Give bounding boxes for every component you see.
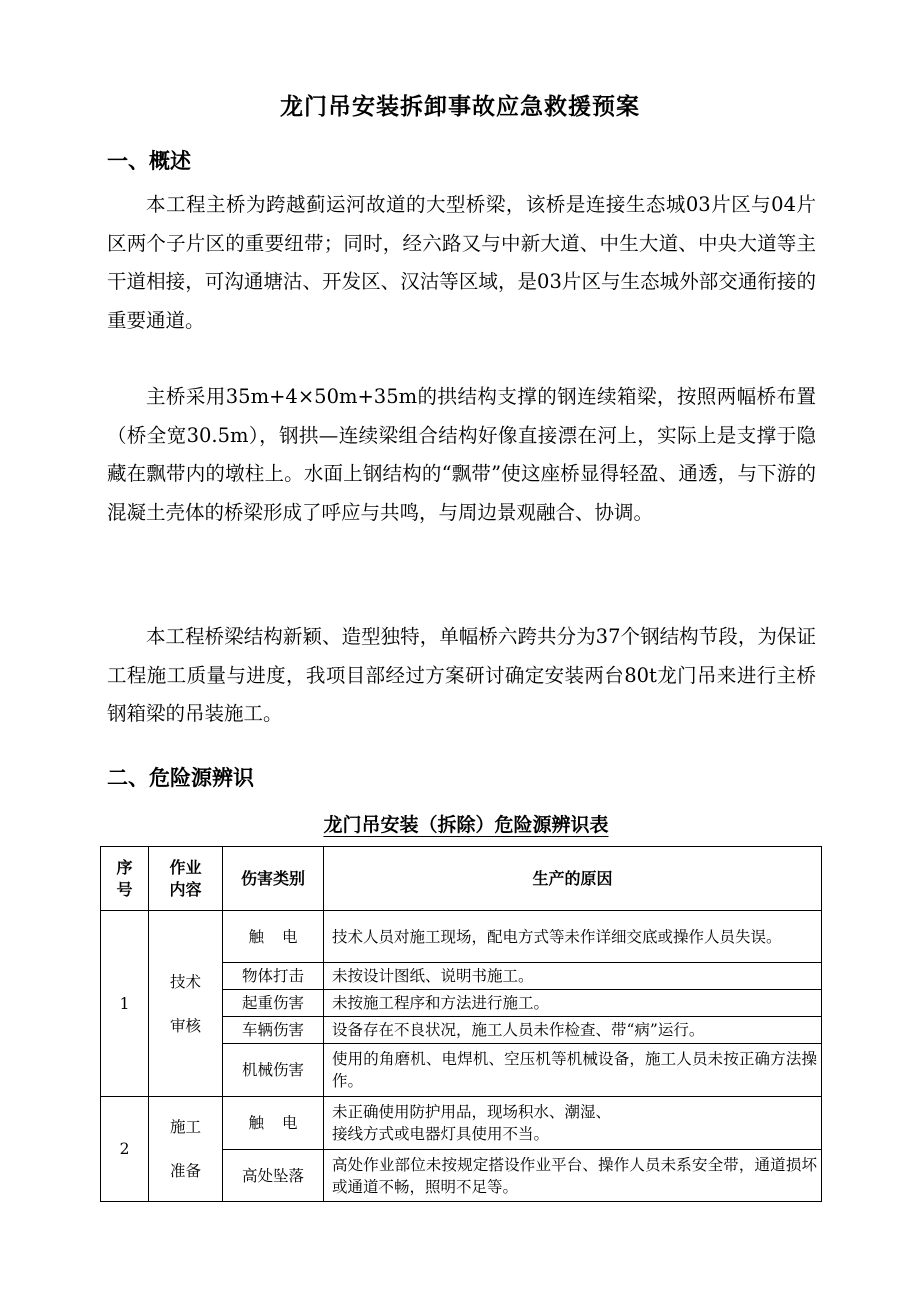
injury-type: 起重伤害: [223, 990, 324, 1017]
paragraph-1: 本工程主桥为跨越蓟运河故道的大型桥梁，该桥是连接生态城03片区与04片区两个子片区的重要纽带；同时，经六路又与中新大道、中生大道、中央大道等主干道相接，可沟通塘沽、开发区、汉沽等区域，是03片区与生态城外部交通衔接的重要通道。: [107, 193, 816, 332]
header-cause: 生产的原因: [324, 847, 822, 911]
cause: 使用的角磨机、电焊机、空压机等机械设备，施工人员未按正确方法操作。: [324, 1044, 822, 1097]
header-injury-type: 伤害类别: [223, 847, 324, 911]
group-operation: 技术审核: [149, 911, 223, 1097]
table-header-row: [101, 847, 822, 911]
paragraph-3: 本工程桥梁结构新颖、造型独特，单幅桥六跨共分为37个钢结构节段，为保证工程施工质量与进度，我项目部经过方案研讨确定安装两台80t龙门吊来进行主桥钢箱梁的吊装施工。: [107, 625, 816, 725]
header-operation: 作业内容: [149, 847, 223, 911]
section-heading-hazards: 二、危险源辨识: [107, 766, 254, 790]
table-title: 龙门吊安装（拆除）危险源辨识表: [323, 814, 609, 836]
injury-type: 触电: [223, 1097, 324, 1150]
paragraph-2: 主桥采用35m+4×50m+35m的拱结构支撑的钢连续箱梁，按照两幅桥布置（桥全宽30.5m），钢拱—连续梁组合结构好像直接漂在河上，实际上是支撑于隐藏在飘带内的墩柱上。水面上钢结构的“飘带”使这座桥显得轻盈、通透，与下游的混凝土壳体的桥梁形成了呼应与共鸣，与周边景观融合、协调。: [107, 385, 816, 524]
group-seq: 2: [101, 1097, 149, 1202]
table-row: [101, 911, 822, 963]
hazard-table: [100, 846, 822, 1202]
header-seq: 序号: [101, 847, 149, 911]
injury-type: 物体打击: [223, 963, 324, 990]
cause: 技术人员对施工现场，配电方式等未作详细交底或操作人员失误。: [324, 911, 822, 963]
injury-type: 高处坠落: [223, 1150, 324, 1202]
table-row: [101, 1097, 822, 1150]
cause: 未按设计图纸、说明书施工。: [324, 963, 822, 990]
injury-type: 机械伤害: [223, 1044, 324, 1097]
injury-type: 触电: [223, 911, 324, 963]
cause: 未正确使用防护用品，现场积水、潮湿、 接线方式或电器灯具使用不当。: [324, 1097, 822, 1150]
section-heading-overview: 一、概述: [107, 149, 191, 173]
document-title: 龙门吊安装拆卸事故应急救援预案: [280, 94, 640, 120]
group-operation: 施工准备: [149, 1097, 223, 1202]
injury-type: 车辆伤害: [223, 1017, 324, 1044]
group-seq: 1: [101, 911, 149, 1097]
cause: 未按施工程序和方法进行施工。: [324, 990, 822, 1017]
cause: 高处作业部位未按规定搭设作业平台、操作人员未系安全带，通道损坏或通道不畅，照明不足等。: [324, 1150, 822, 1202]
cause: 设备存在不良状况，施工人员未作检查、带“病”运行。: [324, 1017, 822, 1044]
